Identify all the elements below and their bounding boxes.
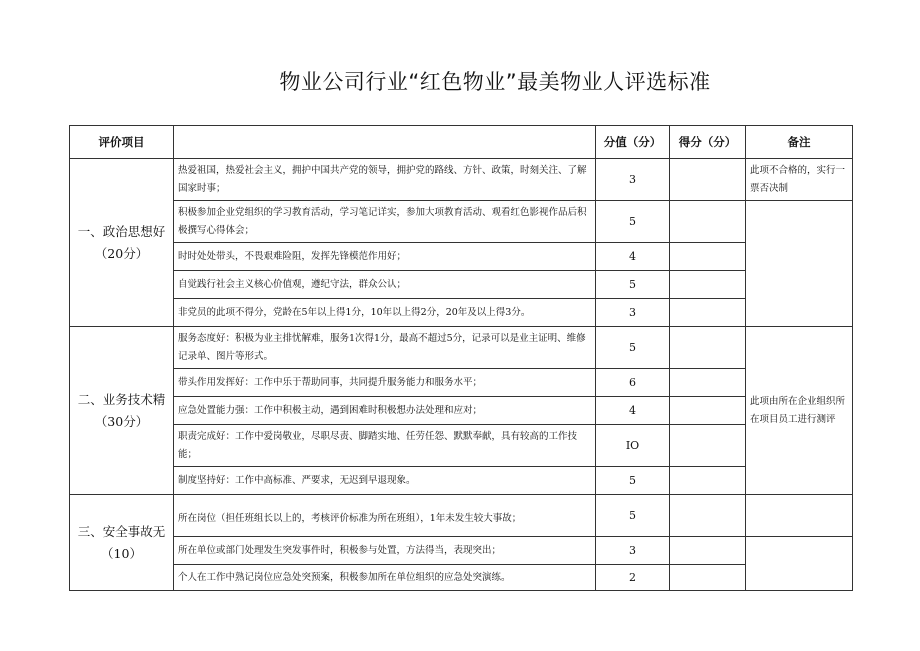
- score-value: 2: [596, 565, 670, 591]
- category-name: 一、政治思想好: [77, 223, 166, 239]
- table-row: [70, 467, 853, 495]
- table-row: [70, 299, 853, 327]
- table-row: [70, 243, 853, 271]
- remark-cell: [746, 495, 853, 537]
- criteria-text: 热爱祖国，热爱社会主义，拥护中国共产党的领导，拥护党的路线、方针、政策，时刻关注、了解国家时事；: [174, 159, 596, 201]
- score-value: 5: [596, 495, 670, 537]
- score-value: 3: [596, 537, 670, 565]
- remark-cell: 此项不合格的，实行一票否决制: [746, 159, 853, 201]
- table-row: [70, 397, 853, 425]
- score-value: IO: [596, 425, 670, 467]
- category-cell: [70, 159, 174, 327]
- score-value: 5: [596, 327, 670, 369]
- header-got: 得分（分）: [670, 126, 746, 159]
- category-points: （20分）: [94, 245, 149, 261]
- got-score-cell: [670, 495, 746, 537]
- page-title: 物业公司行业“红色物业”最美物业人评选标准: [279, 70, 711, 94]
- criteria-text: 职责完成好：工作中爱岗敬业，尽职尽责、脚踏实地、任劳任怨、默默奉献，具有较高的工作技能；: [174, 425, 596, 467]
- got-score-cell: [670, 565, 746, 591]
- criteria-text: 应急处置能力强：工作中积极主动，遇到困难时积极想办法处理和应对；: [174, 397, 596, 425]
- got-score-cell: [670, 425, 746, 467]
- remark-cell-empty: [746, 537, 853, 591]
- header-item: 评价项目: [70, 126, 174, 159]
- score-value: 4: [596, 243, 670, 271]
- table-row: [70, 565, 853, 591]
- score-value: 5: [596, 467, 670, 495]
- category-name: 三、安全事故无: [77, 523, 166, 539]
- table-row: [70, 537, 853, 565]
- remark-cell: 此项由所在企业组织所在项目员工进行测评: [746, 327, 853, 495]
- remark-cell-empty: [746, 201, 853, 327]
- table-row: [70, 271, 853, 299]
- table-row: [70, 159, 853, 201]
- got-score-cell: [670, 537, 746, 565]
- criteria-text: 所在岗位（担任班组长以上的，考核评价标准为所在班组），1年未发生较大事故；: [174, 495, 596, 537]
- category-name: 二、业务技术精: [77, 391, 166, 407]
- criteria-text: 带头作用发挥好：工作中乐于帮助同事，共同提升服务能力和服务水平；: [174, 369, 596, 397]
- criteria-text: 制度坚持好：工作中高标准、严要求，无迟到早退现象。: [174, 467, 596, 495]
- category-points: （10）: [101, 545, 142, 561]
- category-cell: [70, 327, 174, 495]
- score-value: 4: [596, 397, 670, 425]
- score-value: 3: [596, 159, 670, 201]
- criteria-text: 个人在工作中熟记岗位应急处突预案，积极参加所在单位组织的应急处突演练。: [174, 565, 596, 591]
- category-cell: [70, 495, 174, 591]
- got-score-cell: [670, 271, 746, 299]
- criteria-text: 自觉践行社会主义核心价值观，遵纪守法，群众公认；: [174, 271, 596, 299]
- criteria-text: 时时处处带头，不畏艰难险阻，发挥先锋模范作用好；: [174, 243, 596, 271]
- table-row: [70, 327, 853, 369]
- table-header-row: [70, 126, 853, 159]
- criteria-text: 所在单位或部门处理发生突发事件时，积极参与处置，方法得当，表现突出；: [174, 537, 596, 565]
- header-remark: 备注: [746, 126, 853, 159]
- got-score-cell: [670, 159, 746, 201]
- got-score-cell: [670, 467, 746, 495]
- got-score-cell: [670, 299, 746, 327]
- table-row: [70, 201, 853, 243]
- criteria-text: 非党员的此项不得分，党龄在5年以上得1分，10年以上得2分，20年及以上得3分。: [174, 299, 596, 327]
- got-score-cell: [670, 369, 746, 397]
- table-row: [70, 425, 853, 467]
- score-value: 5: [596, 271, 670, 299]
- got-score-cell: [670, 243, 746, 271]
- table-row: [70, 495, 853, 537]
- category-points: （30分）: [94, 413, 149, 429]
- header-score: 分值（分）: [596, 126, 670, 159]
- got-score-cell: [670, 201, 746, 243]
- table-row: [70, 369, 853, 397]
- got-score-cell: [670, 327, 746, 369]
- evaluation-table: [69, 125, 853, 591]
- score-value: 3: [596, 299, 670, 327]
- criteria-text: 服务态度好：积极为业主排忧解难，服务1次得1分，最高不超过5分，记录可以是业主证明、维修记录单、图片等形式。: [174, 327, 596, 369]
- criteria-text: 积极参加企业党组织的学习教育活动，学习笔记详实，参加大项教育活动、观看红色影视作品后积极撰写心得体会；: [174, 201, 596, 243]
- header-content: [174, 126, 596, 159]
- score-value: 5: [596, 201, 670, 243]
- got-score-cell: [670, 397, 746, 425]
- score-value: 6: [596, 369, 670, 397]
